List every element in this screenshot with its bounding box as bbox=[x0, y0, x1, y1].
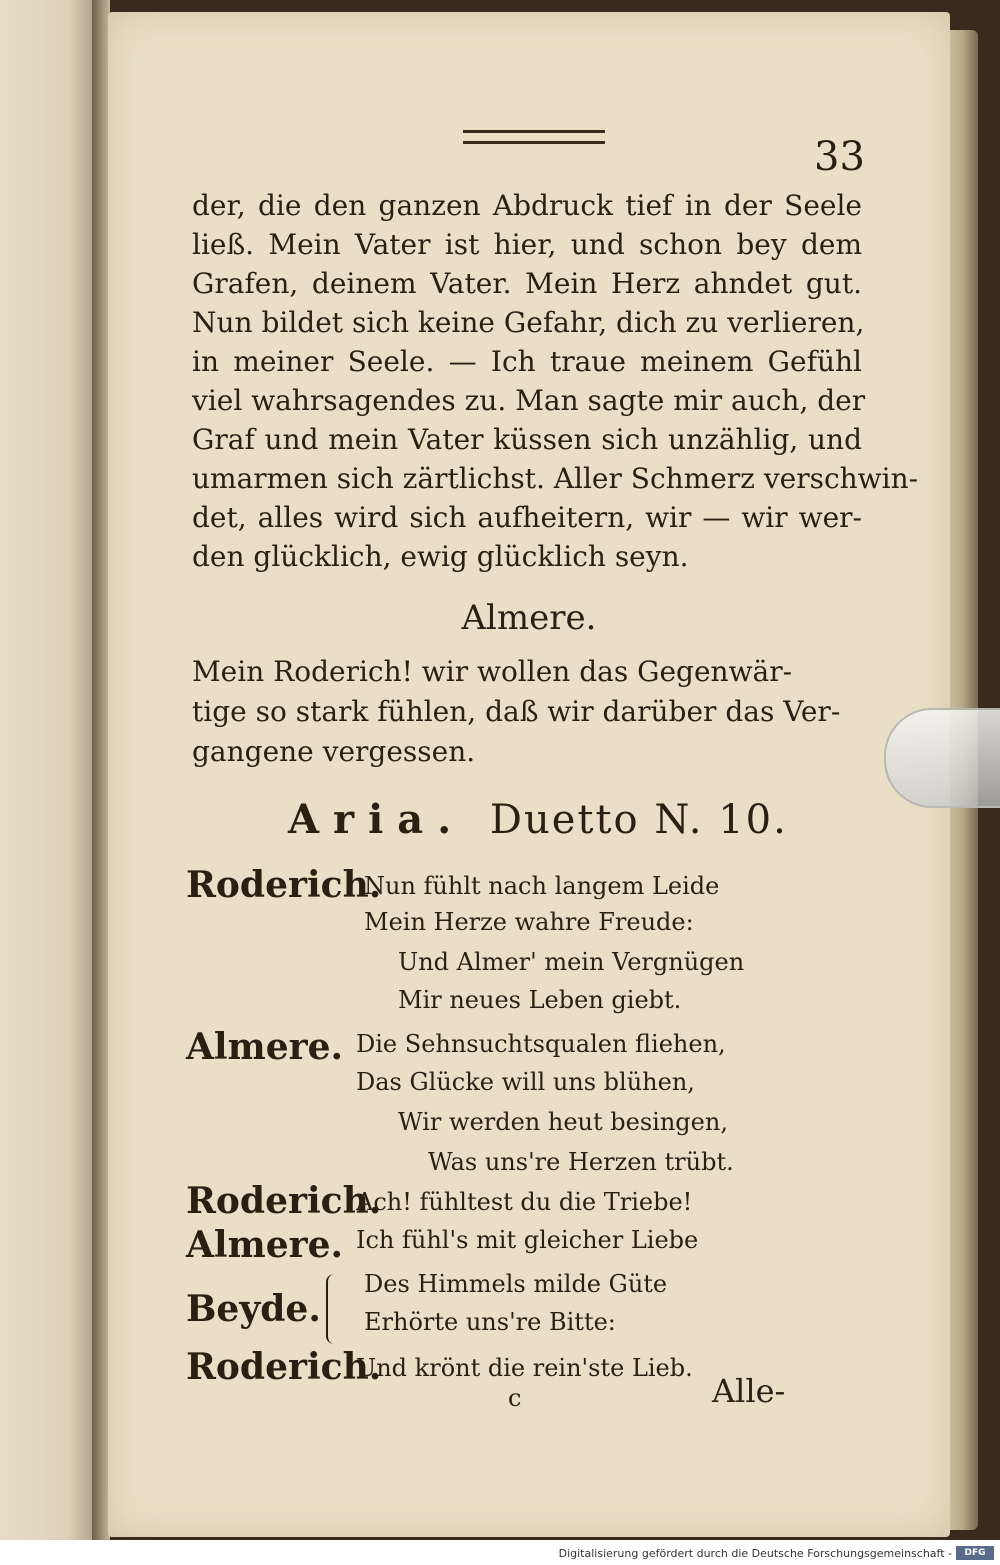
verse-role: Beyde. bbox=[186, 1288, 321, 1330]
book-page bbox=[108, 12, 950, 1537]
verse-line: Das Glücke will uns blühen, bbox=[356, 1068, 695, 1096]
verse-line: Erhörte uns're Bitte: bbox=[364, 1308, 616, 1336]
verse-role: Almere. bbox=[186, 1026, 344, 1068]
catchword: Alle- bbox=[712, 1372, 786, 1410]
verse-line: Und krönt die rein'ste Lieb. bbox=[356, 1354, 693, 1382]
verse-role: Roderich. bbox=[186, 864, 382, 906]
prose-line: det, alles wird sich aufheitern, wir — wir wer- bbox=[192, 501, 862, 534]
page-number: 33 bbox=[814, 134, 865, 180]
facing-page bbox=[0, 0, 98, 1540]
prose-line: in meiner Seele. — Ich traue meinem Gefühl bbox=[192, 345, 862, 378]
prose-line: ließ. Mein Vater ist hier, und schon bey dem bbox=[192, 228, 862, 261]
verse-line: Und Almer' mein Vergnügen bbox=[398, 948, 745, 976]
prose-line: umarmen sich zärtlichst. Aller Schmerz verschwin- bbox=[192, 462, 919, 495]
verse-line: Nun fühlt nach langem Leide bbox=[364, 872, 720, 900]
speech-line: tige so stark fühlen, daß wir darüber das Ver- bbox=[192, 695, 841, 728]
verse-line: Was uns're Herzen trübt. bbox=[428, 1148, 734, 1176]
aria-heading bbox=[288, 796, 788, 843]
signature-mark: c bbox=[508, 1384, 522, 1412]
verse-role: Almere. bbox=[186, 1224, 344, 1266]
verse-role: Roderich. bbox=[186, 1346, 382, 1388]
verse-line: Ach! fühltest du die Triebe! bbox=[356, 1188, 693, 1216]
aria-word: Aria. bbox=[288, 796, 466, 843]
verse-role: Roderich. bbox=[186, 1180, 382, 1222]
prose-line: viel wahrsagendes zu. Man sagte mir auch, der bbox=[192, 384, 866, 417]
prose-line: den glücklich, ewig glücklich seyn. bbox=[192, 540, 689, 573]
verse-bracket bbox=[326, 1274, 338, 1344]
verse-line: Mein Herze wahre Freude: bbox=[364, 908, 694, 936]
speaker-heading: Almere. bbox=[461, 598, 597, 638]
footer-credit: Digitalisierung gefördert durch die Deutsche Forschungsgemeinschaft - bbox=[558, 1547, 952, 1560]
page-clip bbox=[884, 708, 1000, 808]
verse-line: Die Sehnsuchtsqualen fliehen, bbox=[356, 1030, 726, 1058]
verse-line: Mir neues Leben giebt. bbox=[398, 986, 682, 1014]
header-ornament bbox=[463, 130, 605, 144]
prose-line: Graf und mein Vater küssen sich unzählig, und bbox=[192, 423, 862, 456]
speech-block bbox=[192, 652, 862, 772]
verse-line: Ich fühl's mit gleicher Liebe bbox=[356, 1226, 699, 1254]
dfg-logo-icon: DFG bbox=[956, 1546, 994, 1560]
prose-line: der, die den ganzen Abdruck tief in der Seele bbox=[192, 189, 862, 222]
verse-line: Des Himmels milde Güte bbox=[364, 1270, 668, 1298]
prose-line: Nun bildet sich keine Gefahr, dich zu verlieren, bbox=[192, 306, 865, 339]
speech-line: Mein Roderich! wir wollen das Gegenwär- bbox=[192, 655, 793, 688]
aria-title: Duetto N. 10. bbox=[489, 797, 788, 843]
prose-block bbox=[192, 186, 919, 576]
speech-line: gangene vergessen. bbox=[192, 735, 476, 768]
prose-line: Grafen, deinem Vater. Mein Herz ahndet gut. bbox=[192, 267, 862, 300]
verse-line: Wir werden heut besingen, bbox=[398, 1108, 728, 1136]
